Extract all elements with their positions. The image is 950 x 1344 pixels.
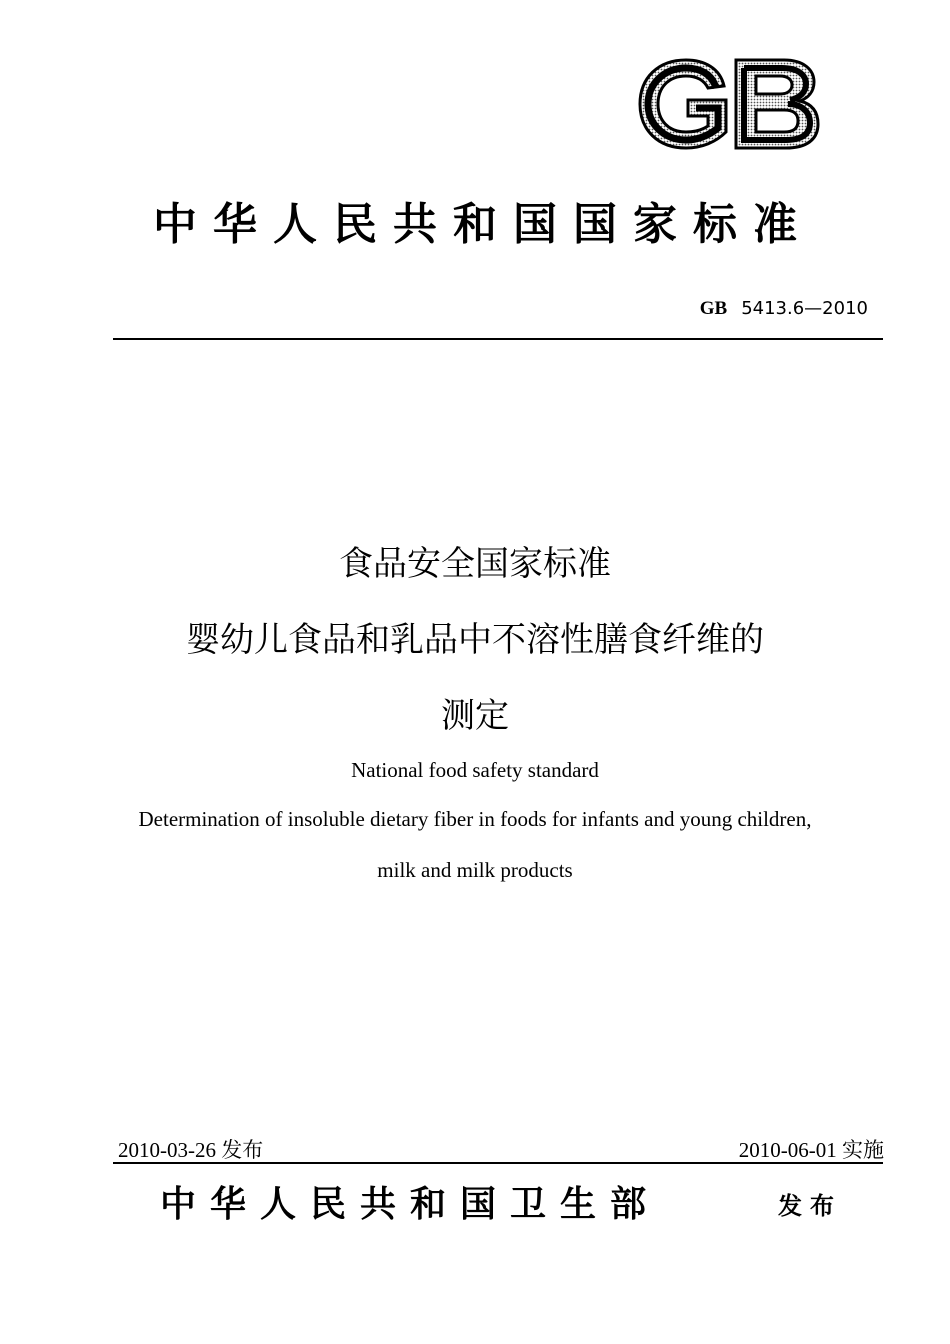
implementation-date-label: 实施 [842, 1138, 884, 1162]
title-en-line-2: Determination of insoluble dietary fiber in foods for infants and young children, [138, 807, 812, 831]
title-en-line-1: National food safety standard [351, 758, 599, 782]
footer-divider [113, 1162, 883, 1164]
issuer-title: 中华人民共和国国家标准 [153, 199, 813, 250]
publish-label: 发布 [778, 1192, 842, 1220]
title-cn-line-1: 食品安全国家标准 [339, 544, 611, 584]
issuing-ministry: 中华人民共和国卫生部 [160, 1184, 661, 1225]
gb-logo-icon [636, 56, 822, 152]
standard-code-prefix: GB [699, 298, 728, 319]
issue-date-label: 发布 [221, 1138, 264, 1162]
title-cn-line-2: 婴幼儿食品和乳品中不溶性膳食纤维的 [186, 620, 764, 660]
issue-date-value: 2010-03-26 [118, 1138, 216, 1162]
title-en-line-3: milk and milk products [377, 858, 573, 882]
title-cn-line-3: 测定 [441, 696, 509, 736]
implementation-date-value: 2010-06-01 [738, 1138, 837, 1162]
standard-code [700, 298, 868, 320]
standard-code-number: 5413.6—2010 [741, 298, 868, 319]
implementation-date [739, 1134, 884, 1164]
issue-date [118, 1134, 263, 1164]
header-divider [113, 338, 883, 340]
